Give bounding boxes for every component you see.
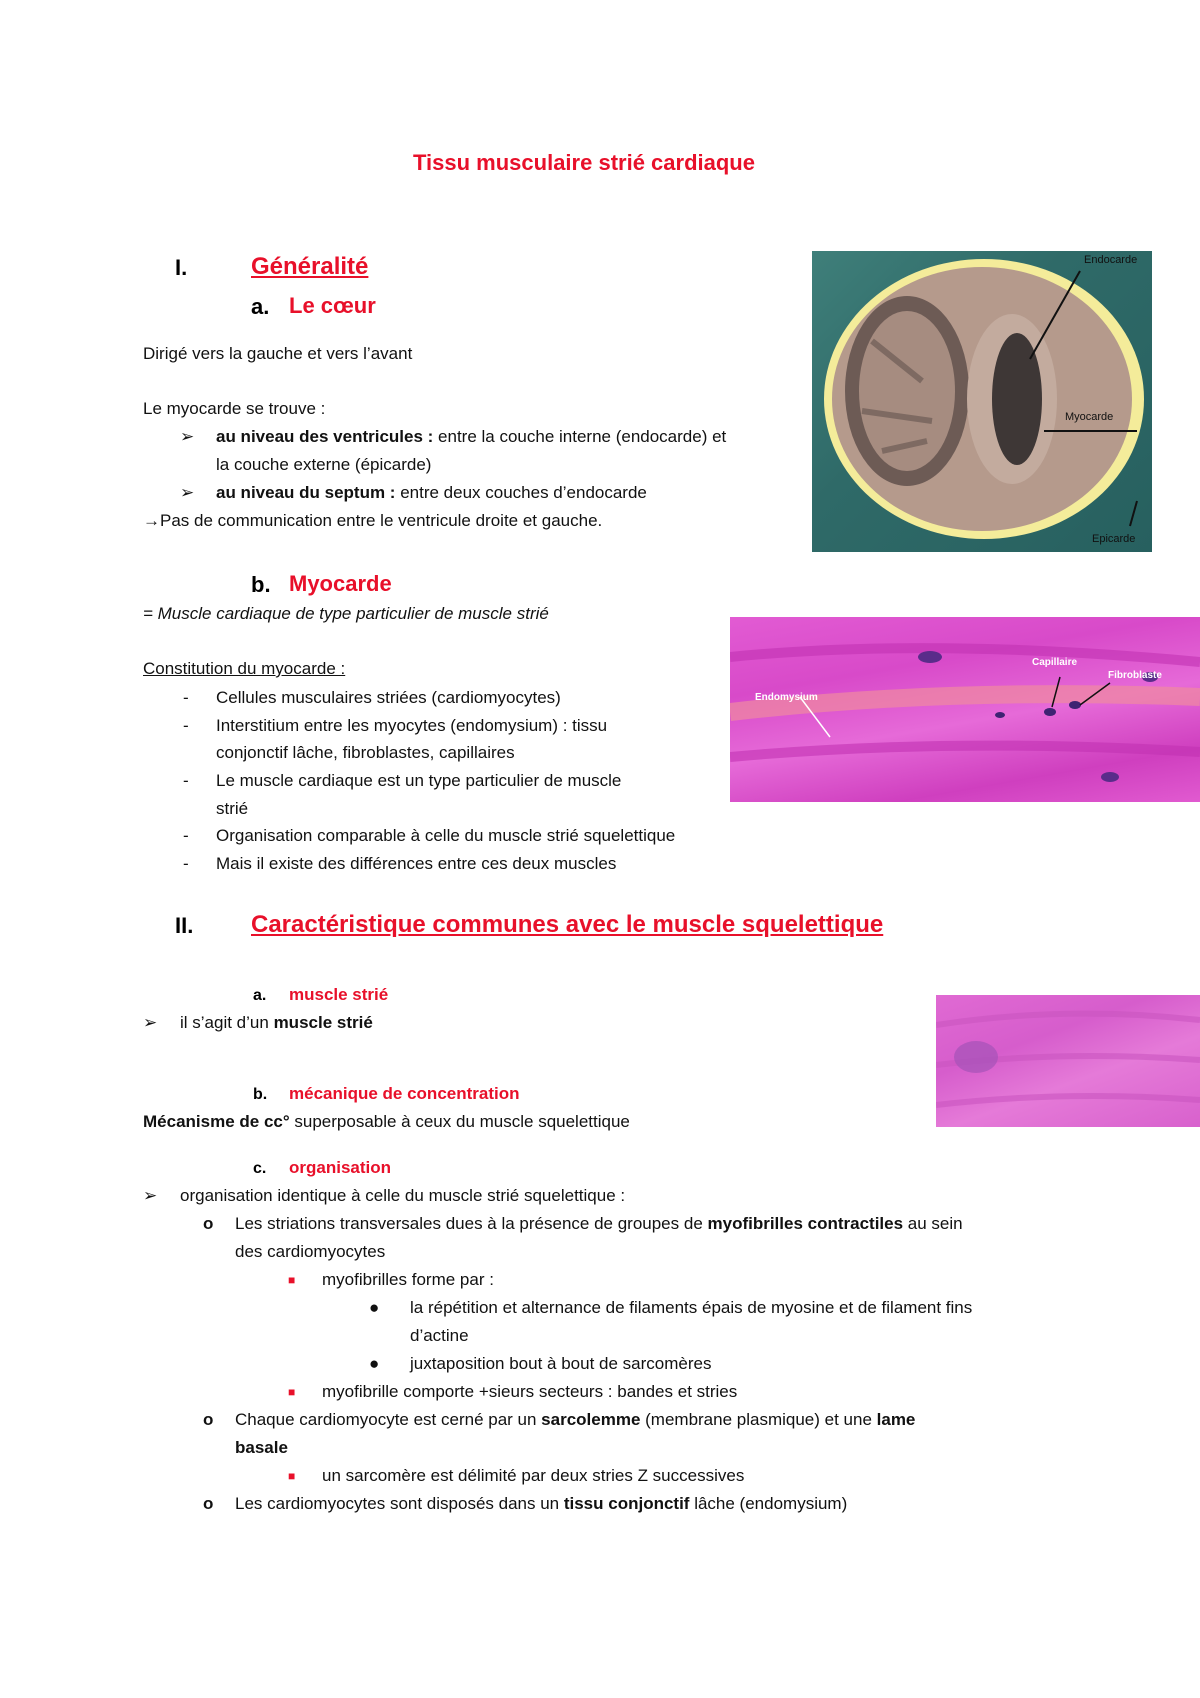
- text: entre deux couches d’endocarde: [395, 483, 647, 502]
- striated-muscle-histology-image: [936, 995, 1200, 1127]
- bullet-text: [216, 427, 726, 447]
- conclusion-line: →Pas de communication entre le ventricule droite et gauche.: [143, 511, 603, 530]
- text: il s’agit d’un: [180, 1013, 274, 1032]
- bold-text: tissu conjonctif: [563, 1494, 690, 1513]
- heart-section-image: [812, 251, 1152, 552]
- text-line: juxtaposition bout à bout de sarcomères: [410, 1354, 712, 1373]
- text-line: Dirigé vers la gauche et vers l’avant: [143, 344, 413, 363]
- label-epicarde: Epicarde: [1092, 533, 1136, 545]
- dash-bullet: -: [183, 716, 189, 735]
- bold-text: au niveau du septum :: [216, 483, 396, 502]
- arrow-bullet-icon: ➢: [180, 483, 195, 502]
- constitution-heading: Constitution du myocarde :: [143, 659, 346, 678]
- bold-text: lame: [876, 1410, 916, 1429]
- histology-illustration: [730, 617, 1200, 802]
- label-capillaire: Capillaire: [1032, 657, 1078, 668]
- bold-text: myofibrilles contractiles: [707, 1214, 904, 1233]
- dot-bullet-icon: ●: [369, 1354, 380, 1373]
- myocardium-histology-image: [730, 617, 1200, 802]
- circle-bullet-icon: o: [203, 1214, 214, 1233]
- text: entre la couche interne (endocarde) et: [433, 427, 727, 446]
- text-line: un sarcomère est délimité par deux stries Z successives: [322, 1466, 745, 1485]
- striated-illustration: [936, 995, 1200, 1127]
- list-item-cont: conjonctif lâche, fibroblastes, capillaires: [216, 743, 515, 762]
- dash-bullet: -: [183, 688, 189, 707]
- subsection-2b-heading: mécanique de concentration: [289, 1084, 520, 1103]
- square-bullet-icon: ■: [288, 1273, 296, 1287]
- text-line-cont: basale: [235, 1438, 288, 1457]
- page-title: Tissu musculaire strié cardiaque: [413, 150, 755, 175]
- subsection-a-number: a.: [251, 294, 270, 319]
- dash-bullet: -: [183, 771, 189, 790]
- section-1-number: I.: [175, 255, 188, 280]
- text-line: [143, 1112, 630, 1132]
- arrow-bullet-icon: ➢: [143, 1013, 158, 1032]
- text-line: organisation identique à celle du muscle strié squelettique :: [180, 1186, 626, 1205]
- section-2-number: II.: [175, 913, 194, 938]
- list-item-cont: strié: [216, 799, 249, 818]
- text-line: la répétition et alternance de filaments épais de myosine et de filament fins: [410, 1298, 973, 1317]
- arrow-bullet-icon: ➢: [143, 1186, 158, 1205]
- label-endocarde: Endocarde: [1084, 254, 1138, 266]
- text: (membrane plasmique) et une: [640, 1410, 877, 1429]
- text-line: [235, 1214, 963, 1234]
- circle-bullet-icon: o: [203, 1410, 214, 1429]
- text: superposable à ceux du muscle squelettique: [289, 1112, 630, 1131]
- bold-text: sarcolemme: [541, 1410, 641, 1429]
- list-item: Interstitium entre les myocytes (endomysium) : tissu: [216, 716, 608, 735]
- section-1-heading: Généralité: [251, 253, 369, 280]
- text: Chaque cardiomyocyte est cerné par un: [235, 1410, 542, 1429]
- subsection-a-heading: Le cœur: [289, 293, 376, 318]
- square-bullet-icon: ■: [288, 1469, 296, 1483]
- subsection-2b-number: b.: [253, 1086, 268, 1103]
- dot-bullet-icon: ●: [369, 1298, 380, 1317]
- text-line-cont: d’actine: [410, 1326, 469, 1345]
- list-item: Cellules musculaires striées (cardiomyocytes): [216, 688, 561, 707]
- arrow-bullet-icon: ➢: [180, 427, 195, 446]
- list-item: Le muscle cardiaque est un type particulier de muscle: [216, 771, 622, 790]
- text-line: [235, 1494, 847, 1514]
- label-endomysium: Endomysium: [755, 692, 818, 703]
- list-item: Organisation comparable à celle du muscle strié squelettique: [216, 826, 676, 845]
- text: Les cardiomyocytes sont disposés dans un: [235, 1494, 564, 1513]
- subsection-2a-number: a.: [253, 987, 267, 1004]
- text-line: myofibrille comporte +sieurs secteurs : bandes et stries: [322, 1382, 738, 1401]
- text-line: [235, 1410, 915, 1430]
- text: au sein: [903, 1214, 963, 1233]
- subsection-2c-number: c.: [253, 1160, 267, 1177]
- square-bullet-icon: ■: [288, 1385, 296, 1399]
- bold-text: au niveau des ventricules :: [216, 427, 434, 446]
- bold-text: Mécanisme de cc°: [143, 1112, 290, 1131]
- bold-text: muscle strié: [273, 1013, 373, 1032]
- dash-bullet: -: [183, 854, 189, 873]
- text-line: myofibrilles forme par :: [322, 1270, 494, 1289]
- dash-bullet: -: [183, 826, 189, 845]
- list-item: Mais il existe des différences entre ces deux muscles: [216, 854, 617, 873]
- subsection-2c-heading: organisation: [289, 1158, 392, 1177]
- circle-bullet-icon: o: [203, 1494, 214, 1513]
- bullet-text-cont: la couche externe (épicarde): [216, 455, 432, 474]
- subsection-b-number: b.: [251, 572, 271, 597]
- subsection-2a-heading: muscle strié: [289, 985, 389, 1004]
- label-fibroblaste: Fibroblaste: [1108, 670, 1162, 681]
- definition-line: = Muscle cardiaque de type particulier de muscle strié: [143, 604, 549, 623]
- text: Les striations transversales dues à la présence de groupes de: [235, 1214, 708, 1233]
- text-line-cont: des cardiomyocytes: [235, 1242, 386, 1261]
- text: lâche (endomysium): [689, 1494, 848, 1513]
- text-line: [180, 1013, 373, 1033]
- subsection-b-heading: Myocarde: [289, 571, 392, 596]
- text-line: Le myocarde se trouve :: [143, 399, 326, 418]
- heart-illustration: [812, 251, 1152, 552]
- label-myocarde: Myocarde: [1065, 411, 1114, 423]
- section-2-heading: Caractéristique communes avec le muscle squelettique: [251, 911, 884, 938]
- bullet-text: [216, 483, 647, 503]
